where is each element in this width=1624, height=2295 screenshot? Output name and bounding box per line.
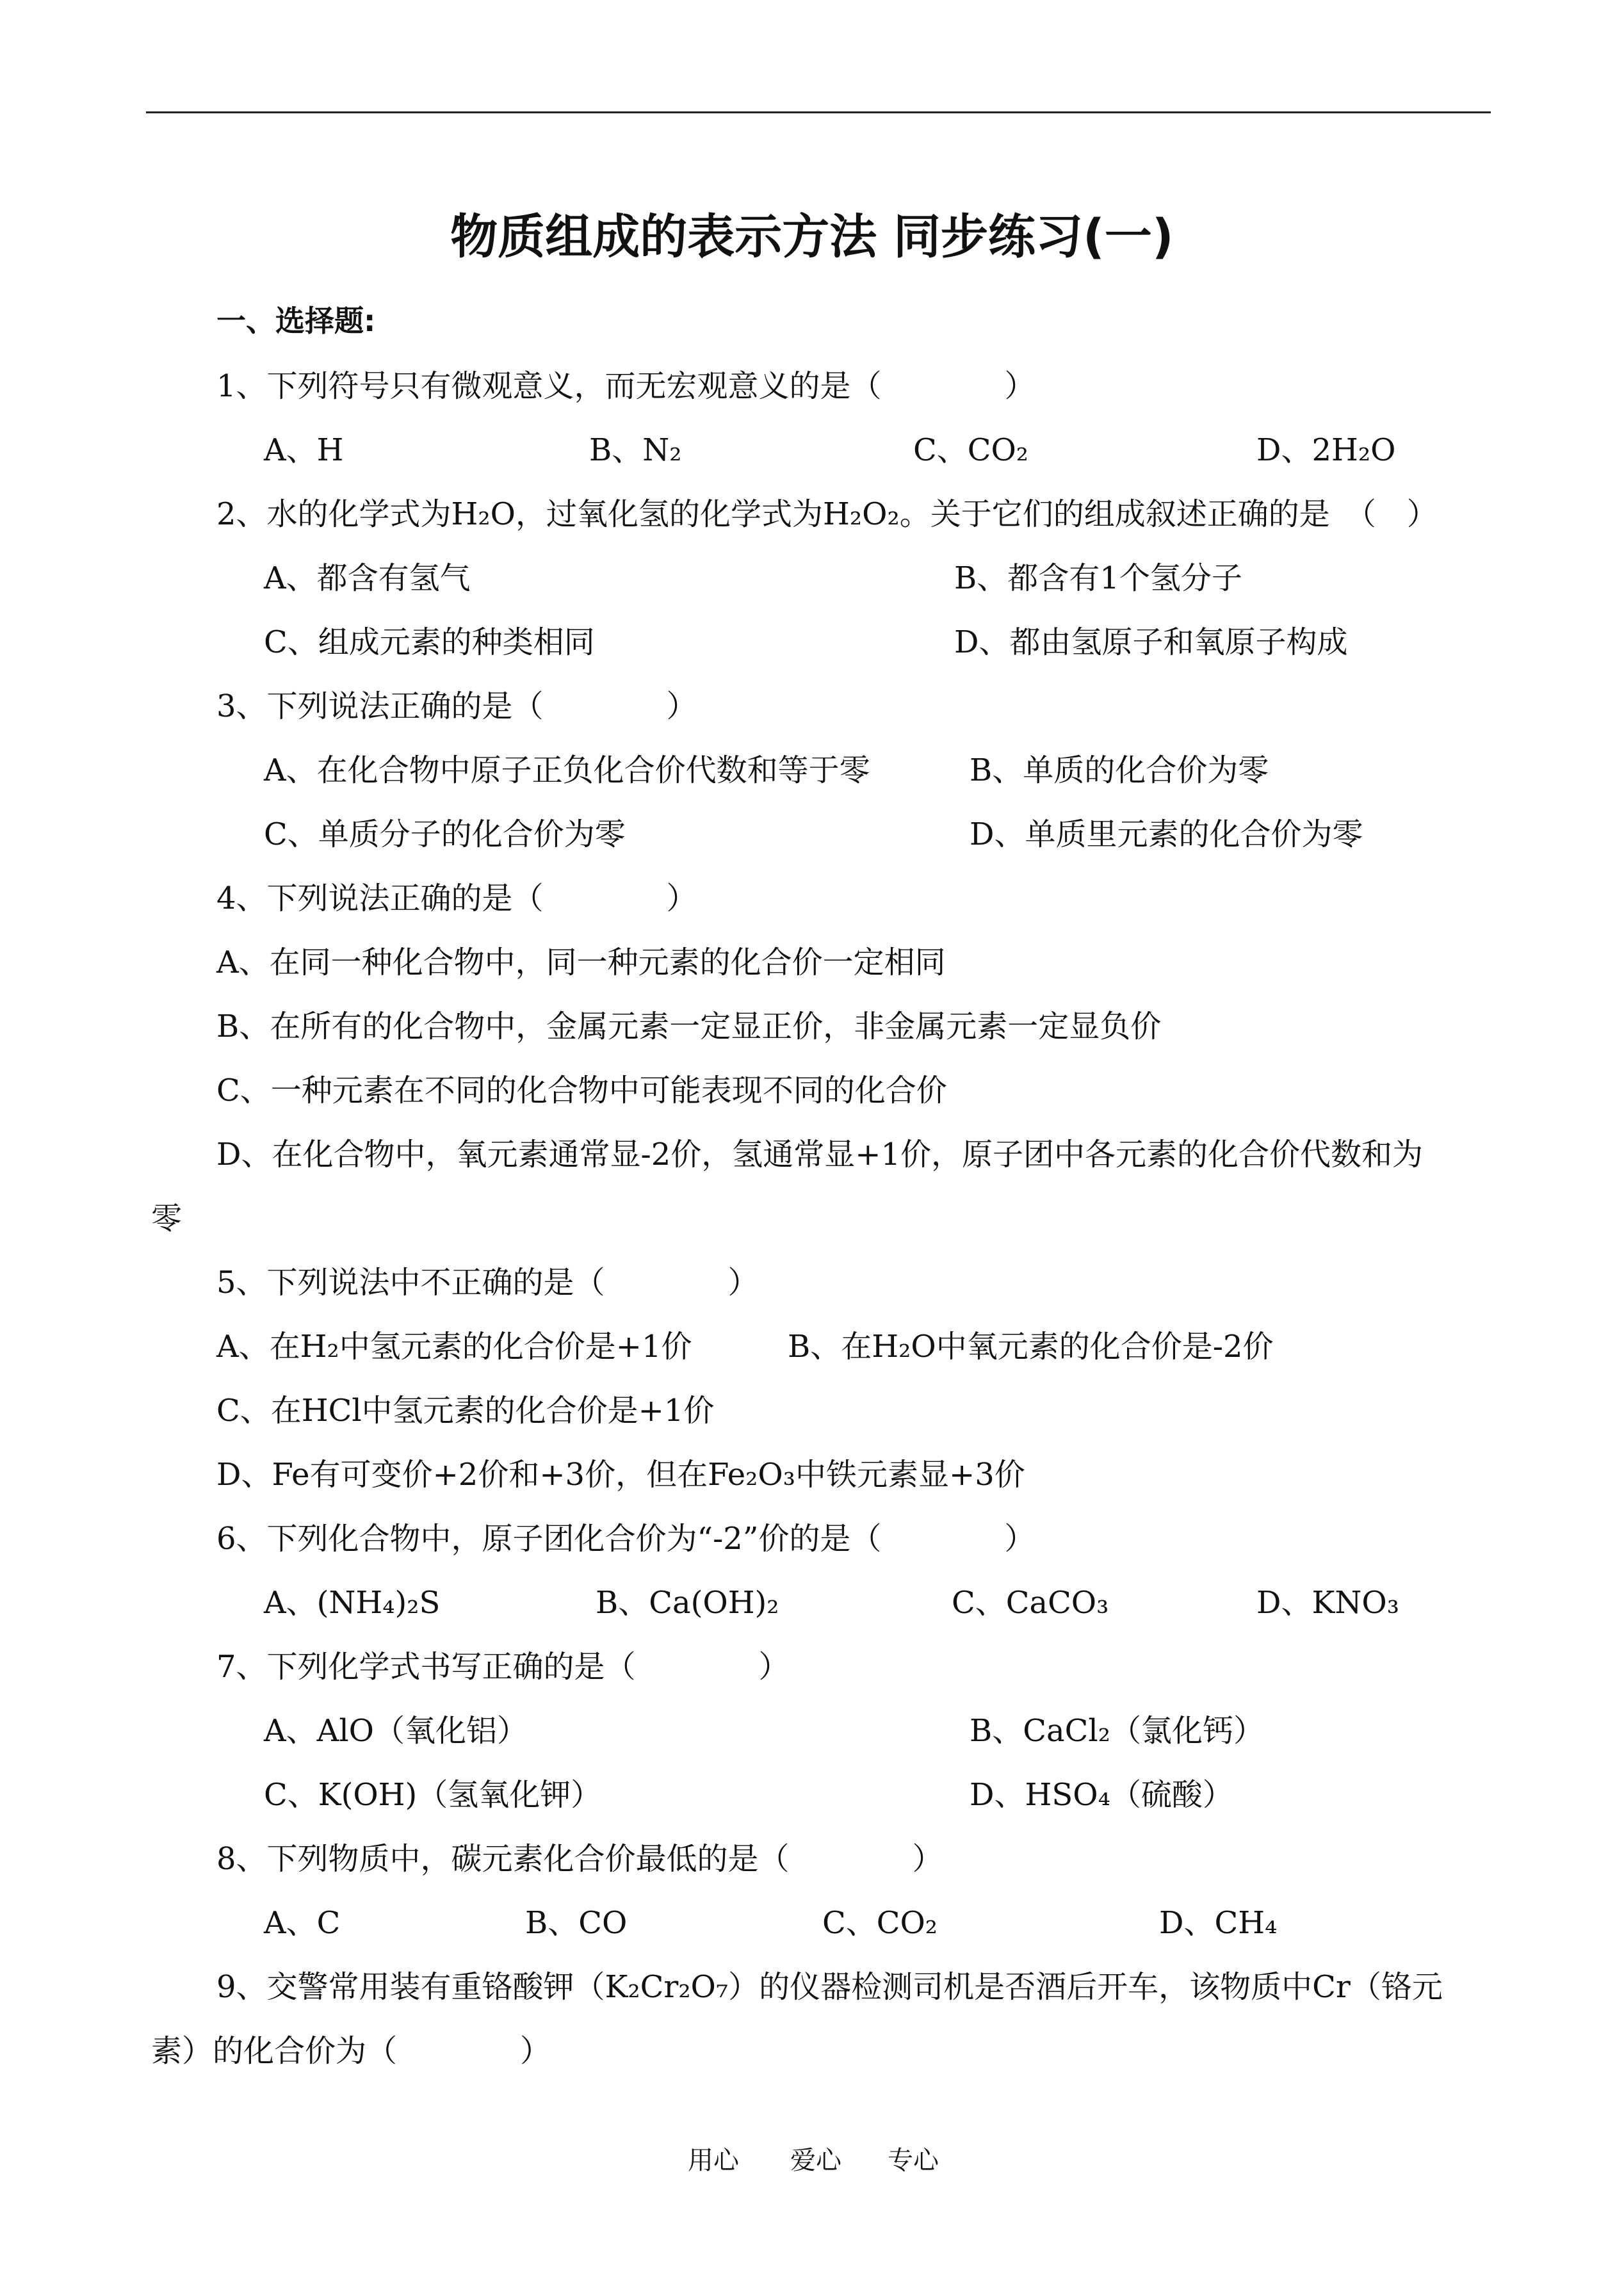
q2-option-a: A、都含有氢气	[264, 560, 471, 596]
q6-option-d: D、KNO₃	[1256, 1585, 1399, 1621]
q4-option-b: B、在所有的化合物中，金属元素一定显正价，非金属元素一定显负价	[216, 1009, 1162, 1044]
q8-option-b: B、CO	[525, 1905, 628, 1941]
q4-option-c: C、一种元素在不同的化合物中可能表现不同的化合价	[216, 1073, 947, 1108]
q7-option-a: A、AlO（氧化铝）	[264, 1713, 528, 1749]
q7-option-c: C、K(OH)（氢氧化钾）	[264, 1777, 602, 1813]
section-heading: 一、选择题:	[216, 304, 376, 338]
q5-option-b: B、在H₂O中氧元素的化合价是-2价	[788, 1329, 1274, 1365]
q4-option-d-continued: 零	[151, 1201, 183, 1237]
question-7-stem: 7、下列化学式书写正确的是（ ）	[216, 1649, 790, 1685]
footer-text-2: 爱心	[790, 2146, 841, 2175]
q7-option-d: D、HSO₄（硫酸）	[970, 1777, 1233, 1813]
question-9-stem-continued: 素）的化合价为（ ）	[151, 2033, 551, 2069]
q6-option-a: A、(NH₄)₂S	[264, 1585, 441, 1621]
question-5-stem: 5、下列说法中不正确的是（ ）	[216, 1265, 759, 1301]
header-rule	[146, 111, 1491, 113]
question-3-stem: 3、下列说法正确的是（ ）	[216, 688, 697, 724]
q3-option-d: D、单质里元素的化合价为零	[970, 816, 1363, 852]
question-2-stem: 2、水的化学式为H₂O，过氧化氢的化学式为H₂O₂。关于它们的组成叙述正确的是 （ ）	[216, 496, 1438, 532]
question-6-stem: 6、下列化合物中，原子团化合价为“-2”价的是（ ）	[216, 1521, 1035, 1557]
q2-option-d: D、都由氢原子和氧原子构成	[954, 624, 1348, 660]
q8-option-a: A、C	[264, 1905, 341, 1941]
q2-option-c: C、组成元素的种类相同	[264, 624, 595, 660]
q6-option-b: B、Ca(OH)₂	[596, 1585, 779, 1621]
q1-option-c: C、CO₂	[913, 432, 1029, 468]
q8-option-c: C、CO₂	[822, 1905, 938, 1941]
q8-option-d: D、CH₄	[1159, 1905, 1278, 1941]
footer-text-1: 用心	[688, 2146, 739, 2175]
q1-option-a: A、H	[264, 432, 344, 468]
q4-option-d: D、在化合物中，氧元素通常显-2价，氢通常显+1价，原子团中各元素的化合价代数和为	[216, 1137, 1424, 1172]
question-9-stem: 9、交警常用装有重铬酸钾（K₂Cr₂O₇）的仪器检测司机是否酒后开车，该物质中Cr（铬元	[216, 1969, 1443, 2005]
q5-option-d: D、Fe有可变价+2价和+3价，但在Fe₂O₃中铁元素显+3价	[216, 1457, 1025, 1493]
q1-option-b: B、N₂	[589, 432, 682, 468]
q3-option-a: A、在化合物中原子正负化合价代数和等于零	[264, 752, 870, 788]
q5-option-c: C、在HCl中氢元素的化合价是+1价	[216, 1393, 715, 1429]
q5-option-a: A、在H₂中氢元素的化合价是+1价	[216, 1329, 692, 1365]
q1-option-d: D、2H₂O	[1256, 432, 1396, 468]
q3-option-c: C、单质分子的化合价为零	[264, 816, 626, 852]
page-title: 物质组成的表示方法 同步练习(一)	[450, 209, 1174, 264]
q6-option-c: C、CaCO₃	[952, 1585, 1109, 1621]
question-8-stem: 8、下列物质中，碳元素化合价最低的是（ ）	[216, 1841, 943, 1877]
q7-option-b: B、CaCl₂（氯化钙）	[970, 1713, 1264, 1749]
q4-option-a: A、在同一种化合物中，同一种元素的化合价一定相同	[216, 945, 946, 980]
footer-text-3: 专心	[888, 2146, 939, 2175]
question-1-stem: 1、下列符号只有微观意义，而无宏观意义的是（ ）	[216, 368, 1035, 404]
q2-option-b: B、都含有1个氢分子	[954, 560, 1242, 596]
question-4-stem: 4、下列说法正确的是（ ）	[216, 880, 697, 916]
q3-option-b: B、单质的化合价为零	[970, 752, 1269, 788]
